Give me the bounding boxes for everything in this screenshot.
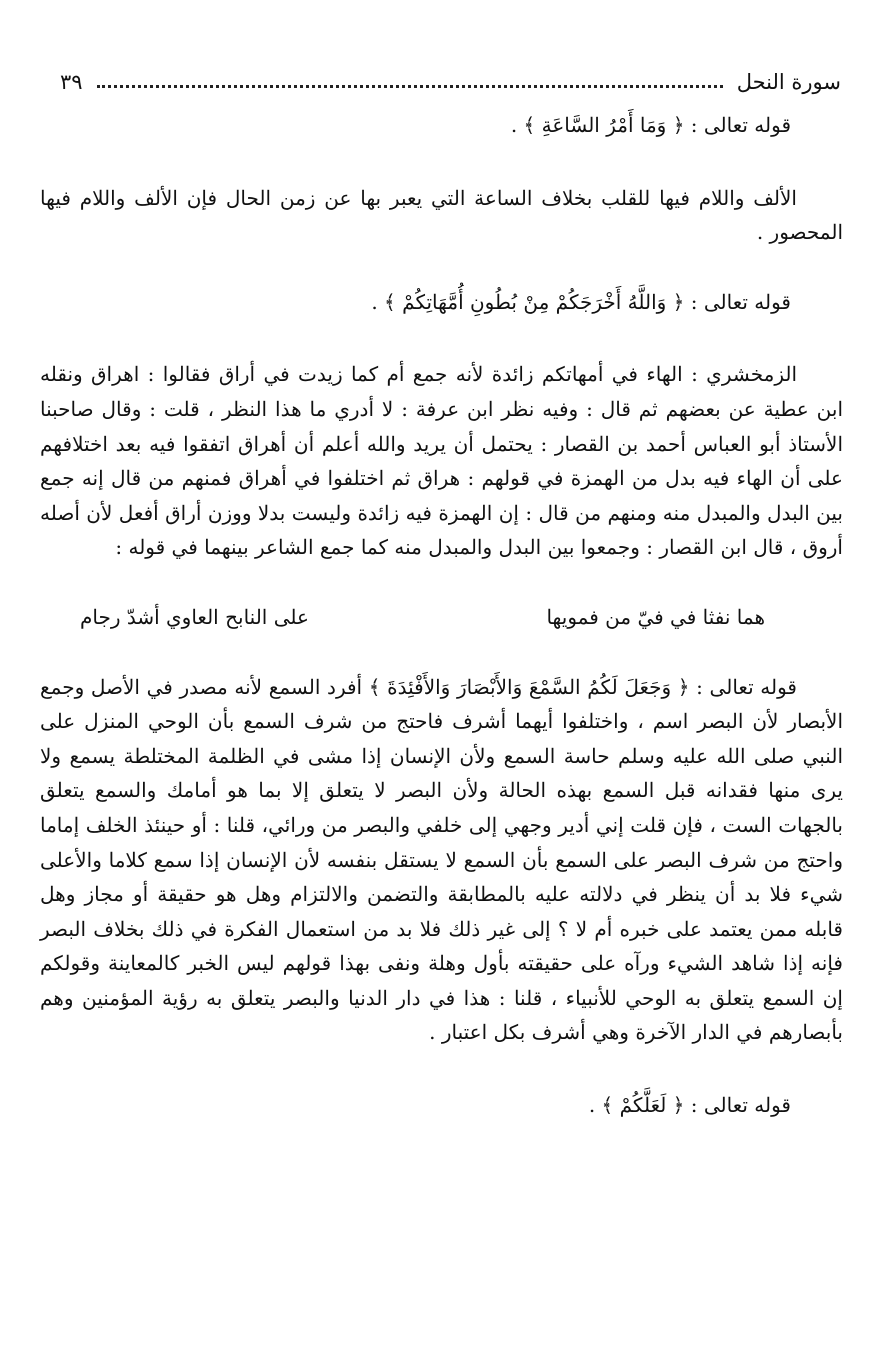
- verse-first-hemistich: هما نفثا في فيّ من فمويها: [546, 604, 765, 629]
- quran-quote-3: قوله تعالى : ﴿ لَعَلَّكُمْ ﴾ .: [588, 1093, 791, 1118]
- paragraph-alif-lam: الألف واللام فيها للقلب بخلاف الساعة التي يعبر بها عن زمن الحال فإن الألف واللام فيها المحصور .: [40, 185, 843, 245]
- surah-title: سورة النحل: [736, 70, 841, 94]
- poetry-verse: [40, 600, 843, 635]
- verse-second-hemistich: على النابح العاوي أشدّ رجام: [80, 604, 309, 629]
- page-number: ٣٩: [60, 70, 83, 94]
- quran-quote-2: قوله تعالى : ﴿ وَاللَّهُ أَخْرَجَكُمْ مِنْ بُطُونِ أُمَّهَاتِكُمْ ﴾ .: [371, 289, 791, 314]
- paragraph-hearing-sight: قوله تعالى : ﴿ وَجَعَلَ لَكُمُ السَّمْعَ وَالأَبْصَارَ وَالأَفْئِدَةَ ﴾ أفرد السمع لأنه مصدر في الأصل وجمع الأبصار لأن البصر اسم ، واختلفوا أيهما أشرف فاحتج من شرف السمع بأن الوحي المنزل على النبي صلى الله عليه وسلم حاسة السمع ولأن الإنسان إذا مشى في الظلمة المختلطة يسمع ولا يرى منها فقدانه قبل السمع بهذه الحالة ولأن البصر لا يتعلق إلا بما هو أمامك والسمع يتعلق بالجهات الست ، فإن قلت إني أدير وجهي إلى خلفي والبصر من ورائي، قلنا : أو حينئذ الخلف إماما واحتج من شرف البصر على السمع بأن السمع لا يستقل بنفسه لأن الإنسان إذا سمع كلاما والأعلى شيء فلا بد أن ينظر في دلالته عليه بالمطابقة والتضمن والالتزام وهل هو حقيقة أو مجاز وهل قابله ممن يعتمد على خبره أم لا ؟ إلى غير ذلك فلا بد من استعمال الفكرة في ذلك بخلاف البصر فإنه إذا شاهد الشيء ورآه على حقيقته بأول وهلة ونفى بهذا قولهم ليس الخبر كالمعاينة وقولكم إن السمع يتعلق به الوحي للأنبياء ، قلنا : هذا في دار الدنيا والبصر يتعلق به رؤية المؤمنين وهم بأبصارهم في الدار الآخرة وهي أشرف بكل اعتبار .: [40, 674, 843, 1045]
- quran-quote-1: قوله تعالى : ﴿ وَمَا أَمْرُ السَّاعَةِ ﴾ .: [510, 113, 791, 137]
- page-body: [40, 108, 843, 1123]
- page-header: [60, 62, 841, 102]
- paragraph-zamakhshari: الزمخشري : الهاء في أمهاتكم زائدة لأنه جمع أم كما زيدت في أراق فقالوا : اهراق ونقله ابن عطية عن بعضهم ثم قال : وفيه نظر ابن عرفة : لا أدري ما هذا النظر ، قلت : وقال صاحبنا الأستاذ أبو العباس أحمد بن القصار : يحتمل أن يريد والله أعلم أن أهراق اتفقوا فيه بعد اختلافهم على أن الهاء فيه بدل من الهمزة في قولهم : هراق ثم اختلفوا في أهراق فمنهم من قال إنه جمع بين البدل والمبدل منه ومنهم من قال : إن الهمزة فيه زائدة وليست بدلا ووزن أراق أفعل لأن أصله أروق ، قال ابن القصار : وجمعوا بين البدل والمبدل منه كما جمع الشاعر بينهما في قوله :: [40, 362, 843, 560]
- header-dotted-rule: [97, 85, 723, 88]
